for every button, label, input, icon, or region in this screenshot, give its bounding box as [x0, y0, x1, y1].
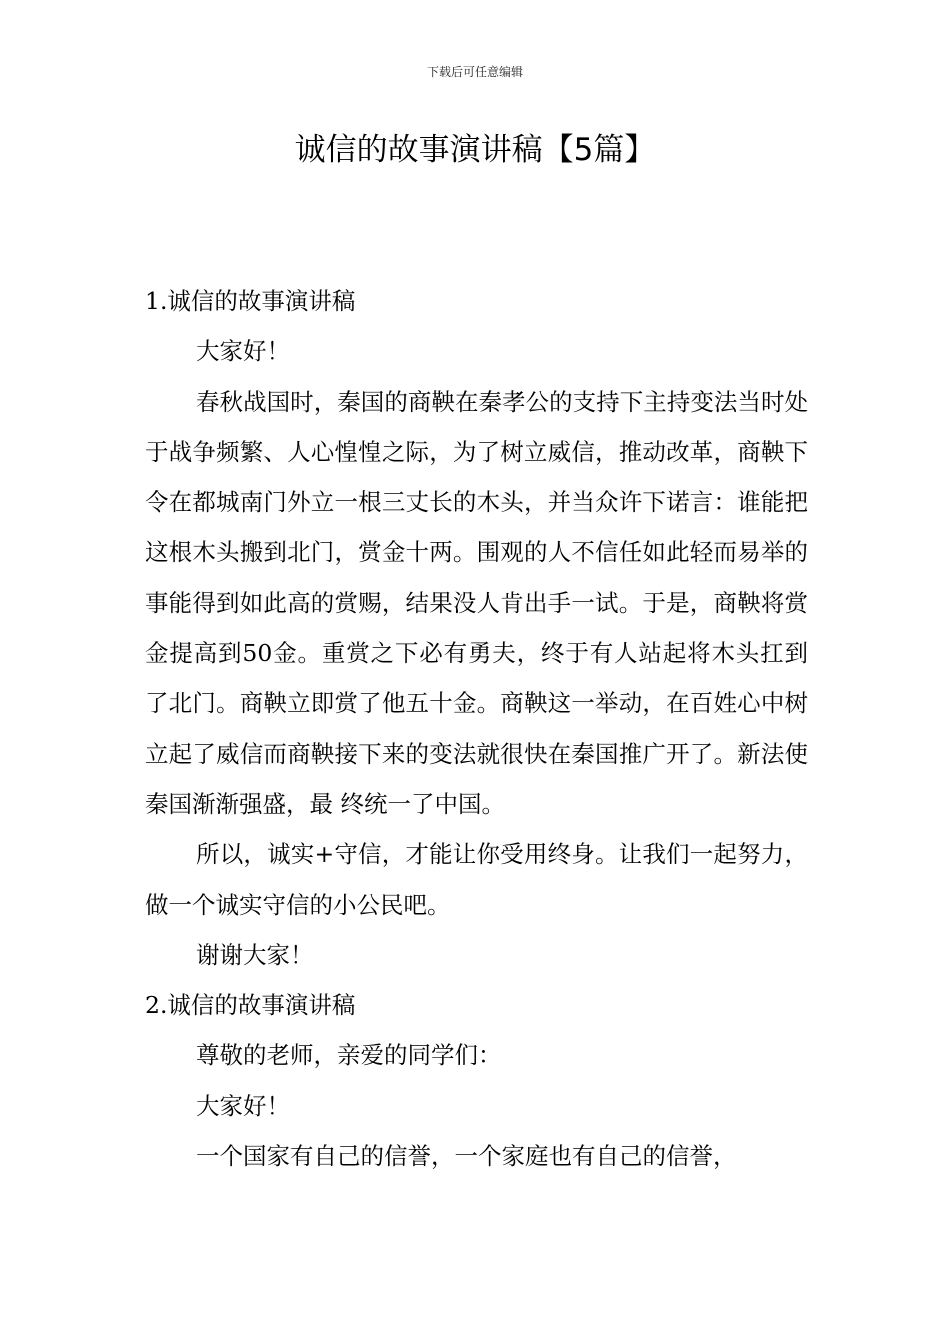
- header-note: 下载后可任意编辑: [426, 65, 523, 79]
- paragraph-thanks: 谢谢大家！: [196, 940, 314, 969]
- paragraph-greeting-2: 大家好！: [196, 1091, 290, 1120]
- paragraph-story: 春秋战国时，秦国的商鞅在秦孝公的支持下主持变法当时处于战争频繁、人心惶惶之际，为了树立威信，推动改革，商鞅下令在都城南门外立一根三丈长的木头，并当众许下诺言：谁能把这根木头搬到北门，赏金十两。围观的人不信任如此轻而易举的事能得到如此高的赏赐，结果没人肯出手一试。于是，商鞅将赏金提高到50金。重赏之下必有勇夫，终于有人站起将木头扛到了北门。商鞅立即赏了他五十金。商鞅这一举动，在百姓心中树立起了威信而商鞅接下来的变法就很快在秦国推广开了。新法使秦国渐渐强盛，最 终统一了中国。: [145, 387, 808, 818]
- document-title: 诚信的故事演讲稿【5篇】: [294, 132, 656, 168]
- paragraph-greeting: 大家好！: [196, 337, 290, 366]
- section-heading-1: 1.诚信的故事演讲稿: [145, 287, 356, 315]
- paragraph-conclusion: 所以，诚实+守信，才能让你受用终身。让我们一起努力，做一个诚实守信的小公民吧。: [145, 840, 808, 919]
- section-heading-2: 2.诚信的故事演讲稿: [145, 991, 356, 1020]
- document-body: [145, 276, 808, 1181]
- paragraph-salutation: 尊敬的老师，亲爱的同学们：: [196, 1041, 502, 1070]
- paragraph-opening: 一个国家有自己的信誉，一个家庭也有自己的信誉，: [196, 1142, 737, 1171]
